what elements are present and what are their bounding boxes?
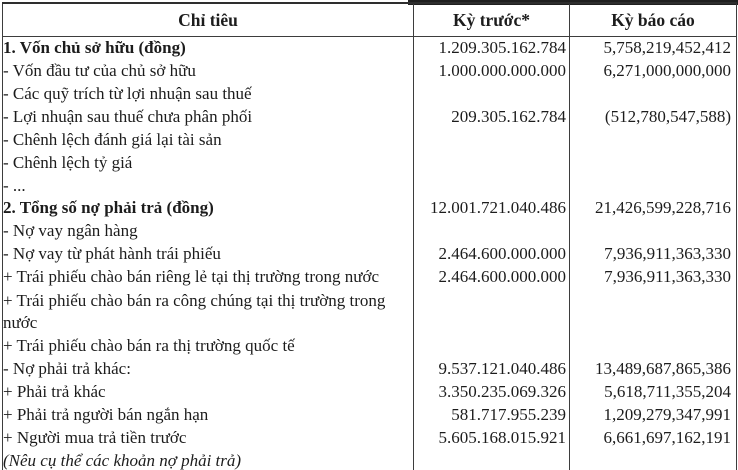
row-label: - Lợi nhuận sau thuế chưa phân phối [3,106,414,129]
table-row [3,358,737,381]
table-row [3,152,737,175]
prev-period-value: 209.305.162.784 [414,106,570,129]
equity-liabilities-table [2,2,737,470]
row-label: - Nợ vay ngân hàng [3,220,414,243]
table-row [3,404,737,427]
prev-period-value [414,129,570,152]
prev-period-value: 1.000.000.000.000 [414,60,570,83]
report-period-value: 21,426,599,228,716 [570,197,737,220]
prev-period-value: 12.001.721.040.486 [414,197,570,220]
table-row [3,427,737,450]
column-header-previous-period: Kỳ trước* [414,3,570,37]
report-period-value [570,175,737,197]
prev-period-value [414,289,570,335]
row-label: - Chênh lệch đánh giá lại tài sản [3,129,414,152]
table-row [3,197,737,220]
report-period-value [570,335,737,358]
prev-period-value: 5.605.168.015.921 [414,427,570,450]
report-period-value: 7,936,911,363,330 [570,266,737,289]
report-period-value: 5,758,219,452,412 [570,37,737,60]
column-header-criteria: Chỉ tiêu [3,3,414,37]
table-row [3,243,737,266]
table-row [3,175,737,197]
report-period-value: 1,209,279,347,991 [570,404,737,427]
prev-period-value: 3.350.235.069.326 [414,381,570,404]
table-row [3,83,737,106]
report-period-value [570,220,737,243]
table-row [3,37,737,60]
column-header-reporting-period: Kỳ báo cáo [570,3,737,37]
report-period-value [570,289,737,335]
row-label: - Chênh lệch tỷ giá [3,152,414,175]
report-period-value [570,450,737,470]
prev-period-value: 2.464.600.000.000 [414,243,570,266]
table-row [3,106,737,129]
table-row [3,266,737,289]
report-period-value: 6,661,697,162,191 [570,427,737,450]
prev-period-value: 9.537.121.040.486 [414,358,570,381]
row-label: - Nợ phải trả khác: [3,358,414,381]
report-period-value [570,152,737,175]
prev-period-value [414,450,570,470]
report-period-value [570,83,737,106]
row-label: - ... [3,175,414,197]
table-row [3,381,737,404]
report-period-value: (512,780,547,588) [570,106,737,129]
prev-period-value [414,220,570,243]
report-period-value: 5,618,711,355,204 [570,381,737,404]
table-row [3,220,737,243]
report-period-value: 7,936,911,363,330 [570,243,737,266]
row-label: 1. Vốn chủ sở hữu (đồng) [3,37,414,60]
row-label: 2. Tổng số nợ phải trả (đồng) [3,197,414,220]
header-row [3,3,737,37]
table-row [3,289,737,335]
row-label: + Trái phiếu chào bán riêng lẻ tại thị trường trong nước [3,266,414,289]
row-label: (Nêu cụ thể các khoản nợ phải trả) [3,450,414,470]
row-label: - Vốn đầu tư của chủ sở hữu [3,60,414,83]
report-period-value: 6,271,000,000,000 [570,60,737,83]
row-label: + Trái phiếu chào bán ra thị trường quốc tế [3,335,414,358]
row-label: + Phải trả người bán ngắn hạn [3,404,414,427]
row-label: + Trái phiếu chào bán ra công chúng tại thị trường trong nước [3,289,414,335]
prev-period-value: 581.717.955.239 [414,404,570,427]
report-period-value [570,129,737,152]
report-period-value: 13,489,687,865,386 [570,358,737,381]
table-row [3,450,737,470]
prev-period-value: 1.209.305.162.784 [414,37,570,60]
prev-period-value [414,335,570,358]
table-row [3,129,737,152]
table-row [3,60,737,83]
row-label: - Các quỹ trích từ lợi nhuận sau thuế [3,83,414,106]
prev-period-value [414,83,570,106]
table-row [3,335,737,358]
row-label: + Người mua trả tiền trước [3,427,414,450]
row-label: - Nợ vay từ phát hành trái phiếu [3,243,414,266]
prev-period-value: 2.464.600.000.000 [414,266,570,289]
prev-period-value [414,152,570,175]
row-label: + Phải trả khác [3,381,414,404]
prev-period-value [414,175,570,197]
